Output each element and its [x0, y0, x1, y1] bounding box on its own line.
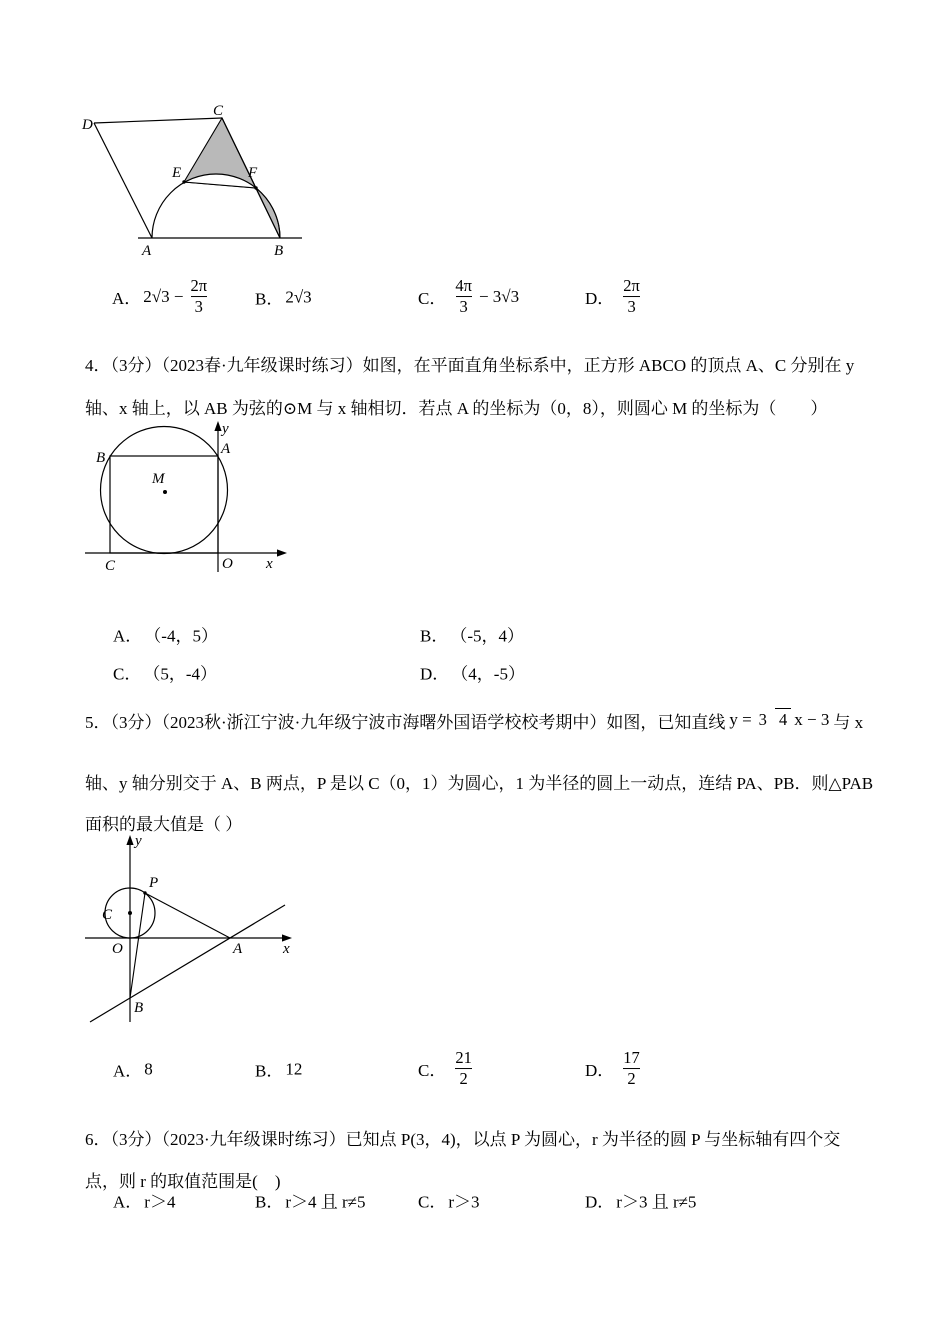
point-c [128, 911, 132, 915]
circle-m [101, 427, 228, 554]
choice-label: B． [255, 1192, 284, 1212]
choice-text: （-4，5） [144, 626, 218, 646]
choice-label: C． [418, 1192, 447, 1212]
q6-text-line2: 点，则 r 的取值范围是( ) [85, 1172, 281, 1191]
q3-choices-row [0, 272, 950, 322]
vertex-label-b: B [96, 450, 106, 466]
choice-text: （5，-4） [143, 664, 218, 684]
choice-text: r＞3 [448, 1192, 480, 1212]
point-p [143, 891, 146, 894]
y-axis-arrow [126, 835, 133, 845]
formula-text: − 3√3 [478, 287, 520, 306]
q6-choice-c [418, 1188, 480, 1213]
point-e [182, 180, 185, 183]
fraction [619, 277, 644, 317]
choice-label: A． [112, 289, 142, 309]
q5-figure-svg [80, 830, 310, 1042]
edge-da [94, 123, 152, 238]
q4-choice-b [420, 622, 524, 647]
choice-label: D． [420, 664, 450, 684]
fraction [186, 277, 211, 317]
q5-figure [80, 830, 310, 1047]
fraction-numerator: 2π [190, 276, 208, 296]
point-m [163, 490, 167, 494]
q6-choice-b [255, 1188, 366, 1213]
q5-text-line1 [85, 697, 863, 743]
q3-choice-a [112, 277, 214, 317]
point-label-p: P [149, 875, 159, 891]
y-axis-arrow [214, 421, 221, 431]
center-label-c: C [102, 907, 113, 923]
choice-text: 8 [144, 1059, 153, 1078]
vertex-label-e: E [172, 165, 182, 181]
fraction-numerator: 17 [623, 1048, 640, 1068]
vertex-label-c: C [105, 558, 116, 574]
axis-label-y: y [135, 833, 142, 849]
q4-choice-d [420, 660, 525, 685]
q5-choice-c [418, 1049, 479, 1089]
fraction-denominator: 3 [456, 297, 472, 317]
origin-label-o: O [112, 941, 123, 957]
fraction-denominator: 2 [455, 1069, 471, 1089]
choice-text: （-5，4） [450, 626, 525, 646]
q6-choice-a [113, 1188, 175, 1213]
q3-choice-d [585, 277, 647, 317]
choice-label: C． [418, 1061, 447, 1081]
q4-choice-a [113, 622, 218, 647]
point-label-b: B [134, 1000, 144, 1016]
vertex-label-c: C [213, 103, 224, 119]
choice-text: r＞4 [144, 1192, 176, 1212]
choice-label: B． [255, 1061, 284, 1081]
x-axis-arrow [277, 549, 287, 556]
choice-label: B． [255, 289, 284, 309]
point-f [254, 186, 257, 189]
segment-pb [130, 893, 145, 998]
formula-text: 2√3 − [143, 287, 184, 306]
choice-label: D． [585, 1061, 615, 1081]
center-label-m: M [152, 471, 165, 487]
formula-text: 2√3 [285, 287, 312, 306]
vertex-label-f: F [248, 165, 258, 181]
q5-choice-d [585, 1049, 647, 1089]
choice-text: r＞3 且 r≠5 [616, 1192, 697, 1212]
fraction-denominator: 3 [623, 297, 639, 317]
q5-choice-b [255, 1057, 302, 1082]
choice-label: A． [113, 1061, 143, 1081]
segment-pa [145, 893, 230, 938]
q5-choices-row [0, 1046, 950, 1092]
axis-label-x: x [266, 556, 273, 572]
origin-label-o: O [222, 556, 233, 572]
vertex-label-a: A [142, 243, 152, 259]
q4-figure [82, 416, 297, 589]
choice-label: D． [585, 289, 615, 309]
q5-line1-tail: 与 x [833, 712, 864, 732]
fraction-denominator: 4 [775, 708, 791, 729]
fraction [755, 711, 792, 729]
q4-text-line1: 4．（3分）（2023春·九年级课时练习）如图，在平面直角坐标系中，正方形 ABCO 的顶点 A、C 分别在 y [85, 356, 855, 375]
edge-dc [94, 118, 222, 123]
fraction-denominator: 2 [623, 1069, 639, 1089]
q3-choice-c [418, 277, 519, 317]
q4-choices-row2 [0, 658, 950, 686]
q5-text-line3: 面积的最大值是（ ） [85, 815, 243, 834]
axis-label-y: y [222, 421, 229, 437]
fraction [619, 1049, 644, 1089]
q4-choices-row1 [0, 620, 950, 648]
q4-choice-c [113, 660, 217, 685]
choice-label: D． [585, 1192, 615, 1212]
equation-lhs: y = [729, 710, 752, 729]
fraction-numerator: 21 [455, 1048, 472, 1068]
choice-label: B． [420, 626, 449, 646]
q4-figure-svg [82, 416, 297, 584]
fraction-numerator: 3 [758, 709, 767, 729]
fraction-numerator: 2π [623, 276, 640, 296]
choice-label: C． [418, 289, 447, 309]
equation-rhs: x − 3 [794, 710, 830, 729]
q6-choice-d [585, 1188, 696, 1213]
q6-text-line1: 6．（3分）（2023·九年级课时练习）已知点 P(3，4)，以点 P 为圆心，r 为半径的圆 P 与坐标轴有四个交 [85, 1130, 841, 1149]
vertex-label-a: A [221, 441, 231, 457]
choice-text: r＞4 且 r≠5 [285, 1192, 366, 1212]
fraction-denominator: 3 [191, 297, 207, 317]
q6-choices-row [0, 1186, 950, 1214]
q4-text-line2: 轴、x 轴上，以 AB 为弦的⊙M 与 x 轴相切．若点 A 的坐标为（0，8），则圆心 M 的坐标为（ ） [85, 399, 828, 418]
choice-text: 12 [285, 1059, 303, 1078]
choice-text: （4，-5） [451, 664, 525, 684]
vertex-label-b: B [274, 243, 284, 259]
q3-figure [80, 103, 320, 266]
line-ab [90, 905, 285, 1022]
vertex-label-d: D [82, 117, 93, 133]
q3-choice-b [255, 285, 312, 310]
q3-figure-svg [80, 103, 320, 261]
fraction [451, 277, 476, 317]
choice-label: A． [113, 626, 143, 646]
point-label-a: A [233, 941, 243, 957]
q5-line1-text: 5．（3分）（2023秋·浙江宁波·九年级宁波市海曙外国语学校校考期中）如图，已知直线 [85, 712, 726, 732]
fraction-numerator: 4π [455, 276, 472, 296]
q5-text-line2: 轴、y 轴分别交于 A、B 两点，P 是以 C（0，1）为圆心，1 为半径的圆上一动点，连结 PA、PB．则△PAB [85, 774, 874, 793]
q5-choice-a [113, 1057, 153, 1082]
fraction [451, 1049, 476, 1089]
axis-label-x: x [283, 941, 290, 957]
choice-label: C． [113, 664, 142, 684]
choice-label: A． [113, 1192, 143, 1212]
